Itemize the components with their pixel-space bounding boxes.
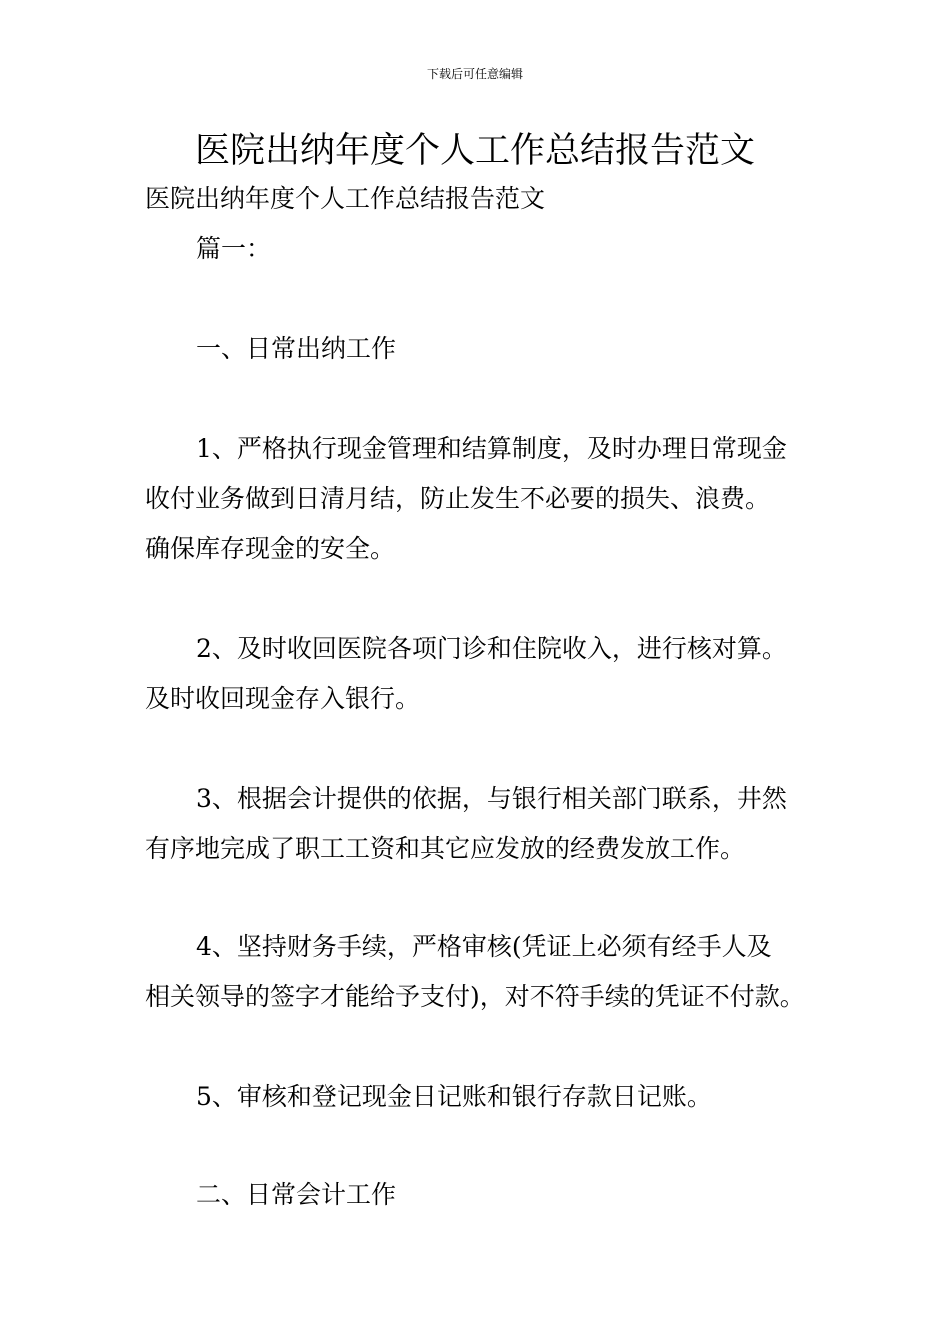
item-3-line-1: 3、根据会计提供的依据，与银行相关部门联系，井然 [196,784,787,813]
item-2-line-1: 2、及时收回医院各项门诊和住院收入，进行核对算。 [196,634,787,663]
item-5: 5、审核和登记现金日记账和银行存款日记账。 [196,1082,712,1111]
section-heading-1: 一、日常出纳工作 [196,334,397,363]
item-3-line-2: 有序地完成了职工工资和其它应发放的经费发放工作。 [145,834,746,863]
item-1-line-2: 收付业务做到日清月结，防止发生不必要的损失、浪费。 [145,484,771,513]
item-1-line-3: 确保库存现金的安全。 [145,534,396,563]
document-title: 医院出纳年度个人工作总结报告范文 [194,131,755,171]
section-heading-2: 二、日常会计工作 [196,1180,397,1209]
header-note: 下载后可任意编辑 [426,67,523,81]
item-1-line-1: 1、严格执行现金管理和结算制度，及时办理日常现金 [196,434,787,463]
item-2-line-2: 及时收回现金存入银行。 [145,684,421,713]
item-4-line-1: 4、坚持财务手续，严格审核(凭证上必须有经手人及 [196,932,772,961]
part-label: 篇一： [196,234,272,263]
subtitle-line: 医院出纳年度个人工作总结报告范文 [145,184,546,213]
item-4-line-2: 相关领导的签字才能给予支付)，对不符手续的凭证不付款。 [145,982,805,1011]
